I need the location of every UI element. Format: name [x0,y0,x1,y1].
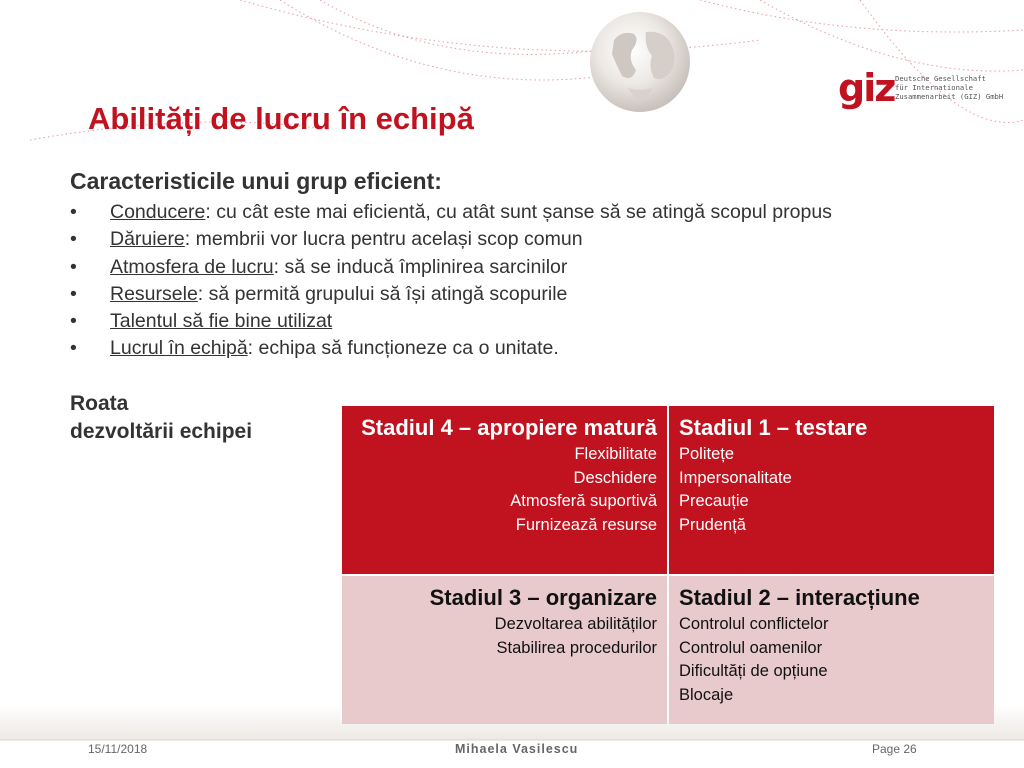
list-item: Precauție [679,492,749,510]
list-item-term: Dăruiere [110,228,185,251]
stage-3-cell [342,576,667,724]
section-subheading: Caracteristicile unui grup eficient: [70,168,442,194]
list-item-term: Resursele [110,282,198,305]
stage-2-items [679,613,984,707]
list-item-term: Conducere [110,201,206,223]
bullet-icon: • [70,228,77,251]
characteristics-list [70,199,832,363]
giz-logo-text: Deutsche Gesellschaft für Internationale Zusammenarbeit (GIZ) GmbH [895,74,1004,101]
list-item-text: : echipa să funcționeze ca o unitate. [247,337,559,360]
footer-date: 15/11/2018 [88,742,148,756]
stage-4-title: Stadiul 4 – apropiere matură [361,415,657,440]
list-item [70,281,832,308]
list-item [70,226,832,253]
list-item-text: : membrii vor lucra pentru același scop comun [184,228,583,251]
list-item-term: Lucrul în echipă [110,337,248,360]
stage-2-title: Stadiul 2 – interacțiune [679,585,920,610]
team-development-table [340,404,990,720]
list-item: Controlul conflictelor [679,615,829,633]
stage-1-title: Stadiul 1 – testare [679,415,868,440]
list-item: Furnizează resurse [515,515,657,534]
giz-logo-mark: giz [838,66,895,110]
team-wheel-label: Roata dezvoltării echipei [70,392,253,443]
list-item: Prudență [679,515,746,534]
bullet-icon: • [70,282,77,305]
bullet-icon: • [70,201,77,223]
list-item: Atmosferă suportivă [510,492,657,510]
list-item: Stabilirea procedurilor [496,638,657,657]
bullet-icon: • [70,337,77,360]
stage-1-items [679,443,984,537]
list-item: Dificultăți de opțiune [679,662,828,680]
list-item: Deschidere [573,468,657,487]
list-item-text: : cu cât este mai eficientă, cu atât sunt șanse să se atingă scopul propus [205,201,832,223]
footer-author: Mihaela Vasilescu [455,742,579,756]
bullet-icon: • [70,255,77,278]
list-item-text: : să se inducă împlinirea sarcinilor [273,255,568,278]
stage-4-cell [342,406,667,574]
list-item-text: : să permită grupului să își atingă scopurile [197,282,568,305]
bullet-icon: • [70,310,77,333]
list-item: Dezvoltarea abilităților [494,615,657,633]
list-item [70,199,832,226]
stage-2-cell [669,576,994,724]
stage-4-items [352,443,657,537]
stage-3-items [352,613,657,660]
list-item: Blocaje [679,685,734,704]
list-item: Controlul oamenilor [679,638,823,657]
list-item: Impersonalitate [679,468,792,487]
stage-3-title: Stadiul 3 – organizare [429,585,657,610]
giz-logo [838,66,1004,110]
list-item-term: Atmosfera de lucru [110,255,274,278]
footer-page-number: Page 26 [872,742,917,756]
list-item-term: Talentul să fie bine utilizat [110,310,333,333]
list-item: Politețe [679,445,735,463]
globe-icon [588,10,692,114]
slide-title: Abilități de lucru în echipă [88,101,474,136]
list-item [70,308,832,335]
list-item: Flexibilitate [574,445,657,463]
stage-1-cell [669,406,994,574]
list-item [70,254,832,281]
list-item [70,335,832,362]
